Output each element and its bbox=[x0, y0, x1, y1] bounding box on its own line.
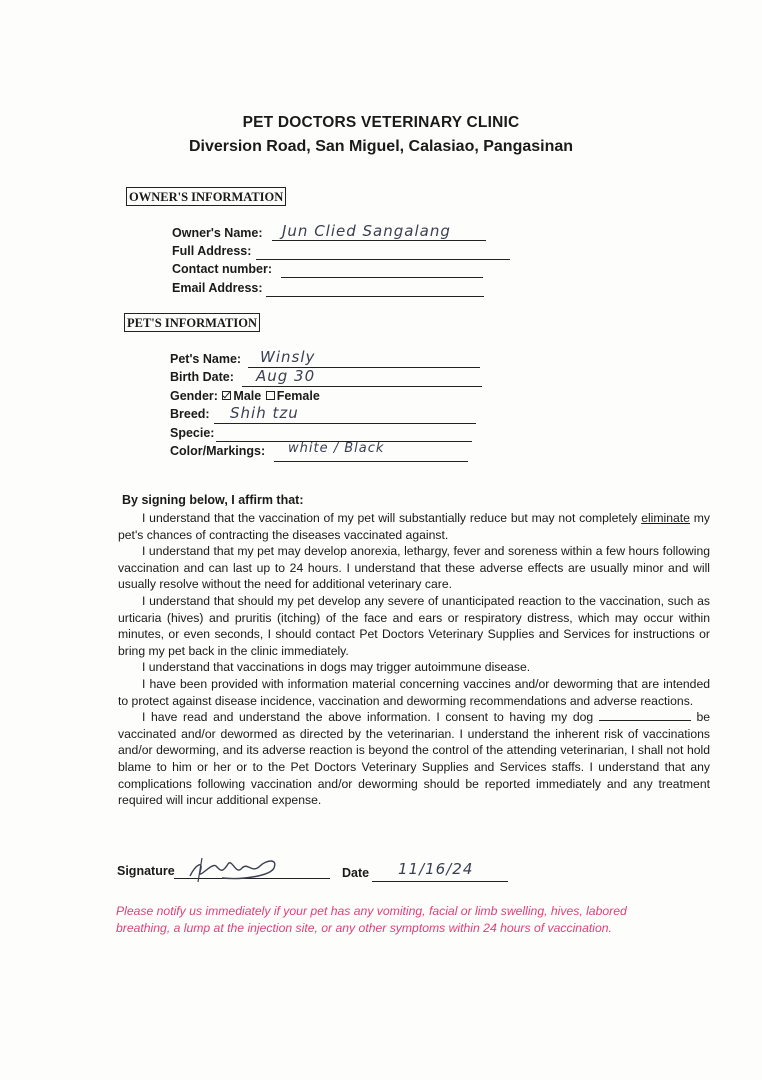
date-line bbox=[372, 881, 508, 882]
owner-section-heading: OWNER'S INFORMATION bbox=[126, 187, 286, 206]
pet-name-value[interactable]: Winsly bbox=[260, 348, 316, 366]
clinic-name: PET DOCTORS VETERINARY CLINIC bbox=[242, 114, 520, 131]
birth-date-line bbox=[242, 386, 482, 387]
date-value[interactable]: 11/16/24 bbox=[398, 860, 474, 878]
birth-date-value[interactable]: Aug 30 bbox=[256, 367, 316, 385]
clinic-address: Diversion Road, San Miguel, Calasiao, Pangasinan bbox=[188, 138, 574, 155]
email-address-label: Email Address: bbox=[172, 281, 263, 295]
color-markings-line bbox=[274, 461, 468, 462]
specie-label: Specie: bbox=[170, 426, 215, 440]
gender-label: Gender: bbox=[170, 389, 218, 403]
contact-number-label: Contact number: bbox=[172, 262, 272, 276]
gender-male-label: Male bbox=[233, 389, 262, 403]
email-address-line[interactable] bbox=[266, 296, 484, 297]
gender-female-checkbox[interactable] bbox=[266, 391, 275, 400]
contact-number-line[interactable] bbox=[281, 277, 483, 278]
gender-male-checkbox[interactable] bbox=[222, 391, 231, 400]
breed-line bbox=[214, 423, 476, 424]
date-label: Date bbox=[342, 866, 370, 880]
breed-value[interactable]: Shih tzu bbox=[230, 404, 299, 422]
color-markings-label: Color/Markings: bbox=[170, 444, 266, 458]
pet-name-label: Pet's Name: bbox=[170, 352, 242, 366]
signature-label: Signature bbox=[117, 864, 175, 878]
affirmation-text: be vaccinated and/or dewormed as directed by the veterinarian. I understand the inherent risk of vaccinations and/or deworming, and its adverse reaction is beyond the control of the attending veterinarian, I shall not hold blame to him or her or to the Pet Doctors Veterinary Supplies and Services staffs. I understand that any complications following vaccination and/or deworming should be reported immediately and any treatment required will incur additional expense. bbox=[118, 710, 710, 808]
color-markings-value[interactable]: white / Black bbox=[288, 441, 385, 456]
dog-name-blank[interactable] bbox=[599, 710, 691, 721]
affirmation-text: I understand that the vaccination of my pet will substantially reduce but may not completely bbox=[142, 511, 638, 525]
owner-name-label: Owner's Name: bbox=[172, 226, 263, 240]
breed-label: Breed: bbox=[170, 407, 210, 421]
owner-name-value[interactable]: Jun Clied Sangalang bbox=[282, 222, 451, 240]
signature-scribble-icon bbox=[182, 854, 292, 884]
birth-date-label: Birth Date: bbox=[170, 370, 234, 384]
full-address-label: Full Address: bbox=[172, 244, 252, 258]
affirmation-paragraph bbox=[118, 510, 710, 543]
affirmation-text: I have read and understand the above information. I consent to having my dog bbox=[142, 710, 594, 725]
affirmation-heading: By signing below, I affirm that: bbox=[122, 493, 304, 507]
owner-name-line bbox=[272, 240, 486, 241]
gender-female-label: Female bbox=[276, 389, 320, 403]
vaccination-notice: Please notify us immediately if your pet has any vomiting, facial or limb swelling, hives, labored breathing, a lump at the injection site, or any other symptoms within 24 hours of vaccination. bbox=[116, 904, 627, 935]
affirmation-body bbox=[118, 510, 710, 809]
affirmation-paragraph bbox=[118, 709, 710, 809]
affirmation-underlined-word: eliminate bbox=[641, 511, 690, 525]
affirmation-text: my pet's chances of contracting the diseases vaccinated against. bbox=[118, 511, 711, 542]
affirmation-paragraph: I understand that vaccinations in dogs may trigger autoimmune disease. bbox=[142, 660, 531, 675]
affirmation-paragraph: I understand that my pet may develop anorexia, lethargy, fever and soreness within a few hours following vaccination and can last up to 24 hours. I understand that these adverse effects are usually minor and will usually resolve without the need for additional veterinary care. bbox=[118, 544, 710, 592]
gender-row bbox=[170, 389, 320, 403]
full-address-line[interactable] bbox=[256, 259, 510, 260]
affirmation-paragraph: I have been provided with information material concerning vaccines and/or deworming that are intended to protect against disease incidence, vaccination and deworming recommendations and adverse reactions. bbox=[118, 676, 710, 708]
pet-section-heading: PET'S INFORMATION bbox=[124, 313, 260, 332]
affirmation-paragraph: I understand that should my pet develop any severe of unanticipated reaction to the vaccination, such as urticaria (hives) and pruritis (itching) of the face and ears or respiratory distress, which may occur within minutes, or even seconds, I should contact Pet Doctors Veterinary Supplies and Services for instructions or bring my pet back in the clinic immediately. bbox=[118, 593, 710, 658]
